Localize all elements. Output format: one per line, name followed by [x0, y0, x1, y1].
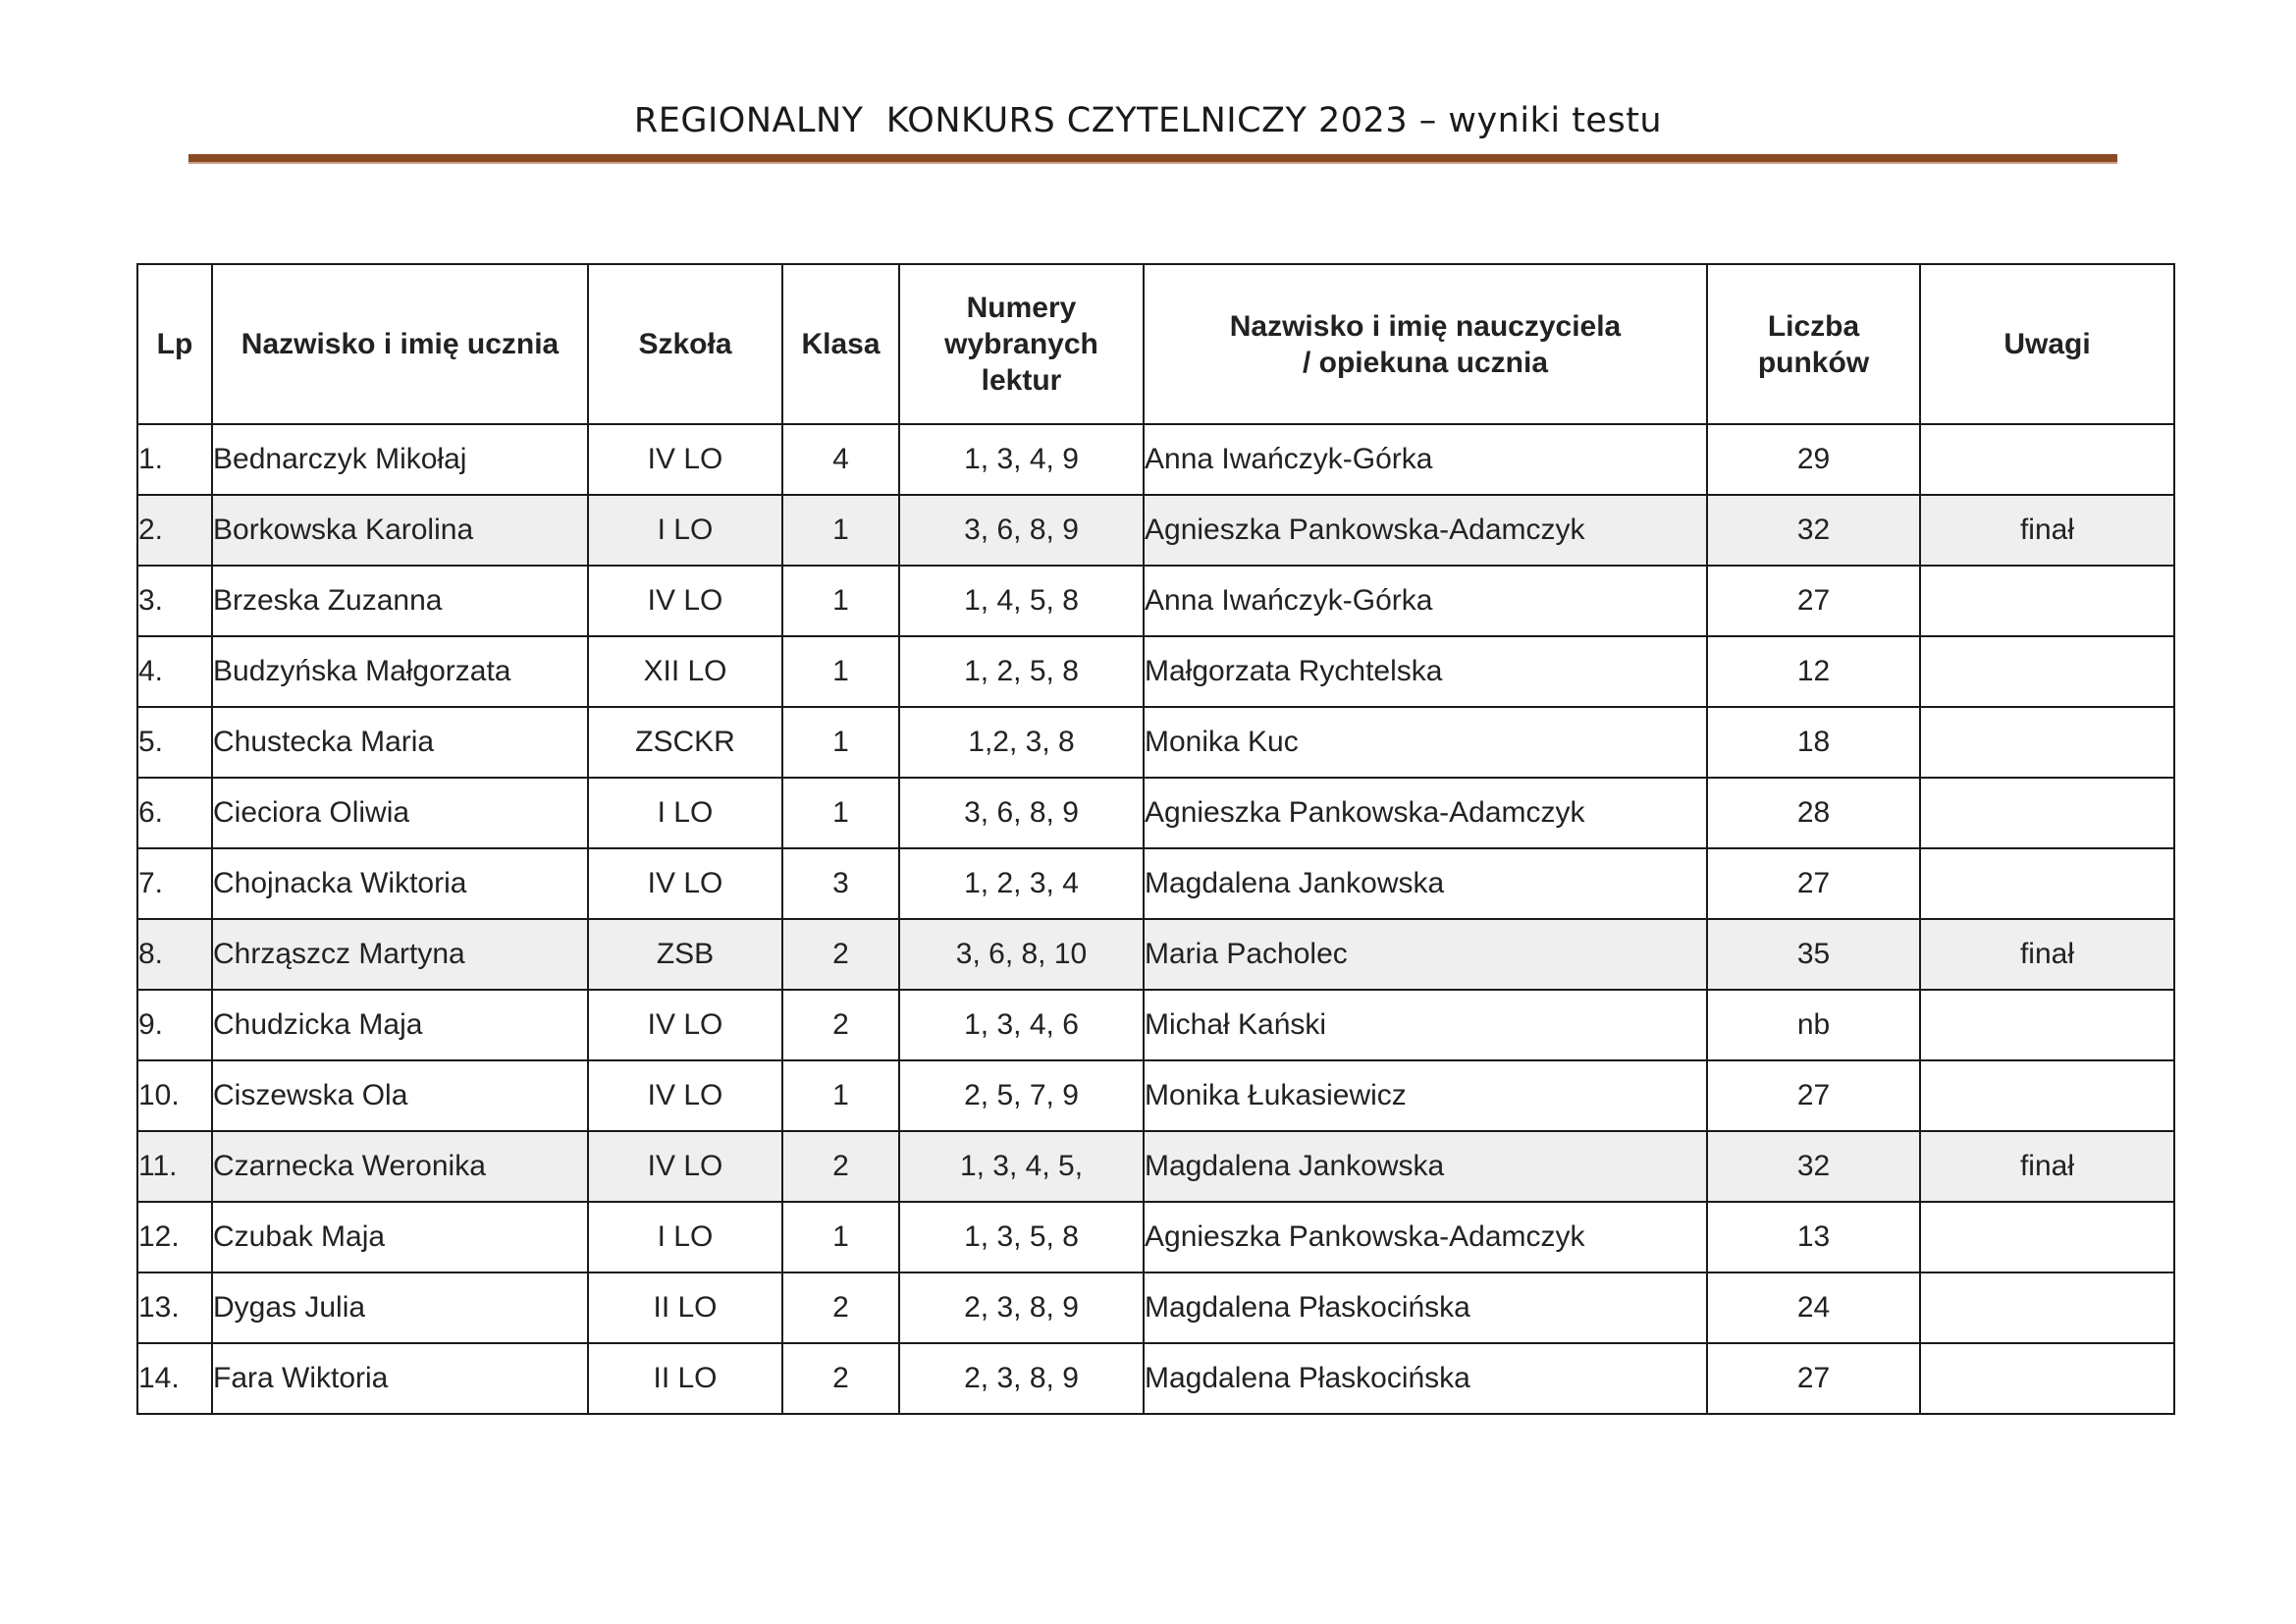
cell-books: 2, 3, 8, 9: [899, 1272, 1144, 1343]
cell-teacher: Magdalena Płaskocińska: [1144, 1343, 1707, 1414]
table-row: [137, 424, 2174, 495]
cell-class: 2: [782, 990, 899, 1060]
cell-lp: 5.: [137, 707, 212, 778]
cell-lp: 11.: [137, 1131, 212, 1202]
cell-student: Bednarczyk Mikołaj: [212, 424, 588, 495]
cell-notes: [1920, 778, 2174, 848]
cell-notes: [1920, 1060, 2174, 1131]
cell-school: IV LO: [588, 1060, 782, 1131]
cell-class: 3: [782, 848, 899, 919]
cell-books: 2, 5, 7, 9: [899, 1060, 1144, 1131]
cell-teacher: Michał Kański: [1144, 990, 1707, 1060]
cell-books: 1, 2, 5, 8: [899, 636, 1144, 707]
cell-books: 1, 3, 4, 9: [899, 424, 1144, 495]
cell-class: 1: [782, 1202, 899, 1272]
cell-class: 2: [782, 1131, 899, 1202]
header-student: Nazwisko i imię ucznia: [212, 264, 588, 424]
cell-school: ZSB: [588, 919, 782, 990]
cell-school: XII LO: [588, 636, 782, 707]
cell-student: Chrząszcz Martyna: [212, 919, 588, 990]
table-row: [137, 707, 2174, 778]
cell-school: IV LO: [588, 1131, 782, 1202]
cell-books: 1,2, 3, 8: [899, 707, 1144, 778]
cell-teacher: Monika Kuc: [1144, 707, 1707, 778]
cell-school: II LO: [588, 1272, 782, 1343]
cell-points: 32: [1707, 1131, 1920, 1202]
cell-books: 3, 6, 8, 9: [899, 778, 1144, 848]
cell-teacher: Monika Łukasiewicz: [1144, 1060, 1707, 1131]
table-row: [137, 1343, 2174, 1414]
table-row: [137, 1202, 2174, 1272]
table-row: [137, 778, 2174, 848]
header-lp: Lp: [137, 264, 212, 424]
cell-points: 27: [1707, 1343, 1920, 1414]
header-points-line1: Liczba: [1767, 309, 1860, 343]
cell-school: I LO: [588, 495, 782, 566]
cell-class: 1: [782, 636, 899, 707]
header-books-line3: lektur: [981, 364, 1062, 397]
cell-books: 3, 6, 8, 9: [899, 495, 1144, 566]
cell-books: 3, 6, 8, 10: [899, 919, 1144, 990]
cell-lp: 4.: [137, 636, 212, 707]
cell-lp: 14.: [137, 1343, 212, 1414]
cell-books: 1, 4, 5, 8: [899, 566, 1144, 636]
cell-school: I LO: [588, 778, 782, 848]
cell-lp: 8.: [137, 919, 212, 990]
cell-notes: [1920, 990, 2174, 1060]
cell-class: 2: [782, 919, 899, 990]
cell-notes: [1920, 1272, 2174, 1343]
cell-teacher: Anna Iwańczyk-Górka: [1144, 566, 1707, 636]
cell-points: 32: [1707, 495, 1920, 566]
cell-student: Brzeska Zuzanna: [212, 566, 588, 636]
cell-books: 1, 3, 4, 6: [899, 990, 1144, 1060]
cell-class: 2: [782, 1272, 899, 1343]
header-school: Szkoła: [588, 264, 782, 424]
cell-class: 2: [782, 1343, 899, 1414]
cell-notes: finał: [1920, 1131, 2174, 1202]
cell-student: Czubak Maja: [212, 1202, 588, 1272]
cell-books: 1, 2, 3, 4: [899, 848, 1144, 919]
cell-notes: [1920, 636, 2174, 707]
table-row: [137, 495, 2174, 566]
cell-class: 1: [782, 495, 899, 566]
table-header-row: [137, 264, 2174, 424]
cell-teacher: Maria Pacholec: [1144, 919, 1707, 990]
table-row: [137, 566, 2174, 636]
cell-lp: 10.: [137, 1060, 212, 1131]
cell-school: I LO: [588, 1202, 782, 1272]
cell-class: 1: [782, 707, 899, 778]
cell-lp: 2.: [137, 495, 212, 566]
cell-school: IV LO: [588, 424, 782, 495]
cell-school: II LO: [588, 1343, 782, 1414]
header-books-line2: wybranych: [944, 328, 1098, 360]
cell-points: 27: [1707, 566, 1920, 636]
cell-points: 29: [1707, 424, 1920, 495]
cell-student: Dygas Julia: [212, 1272, 588, 1343]
table-row: [137, 990, 2174, 1060]
cell-notes: [1920, 424, 2174, 495]
results-table: [136, 263, 2175, 1415]
cell-points: 18: [1707, 707, 1920, 778]
cell-notes: [1920, 566, 2174, 636]
cell-school: ZSCKR: [588, 707, 782, 778]
cell-lp: 13.: [137, 1272, 212, 1343]
cell-points: 12: [1707, 636, 1920, 707]
cell-student: Budzyńska Małgorzata: [212, 636, 588, 707]
cell-points: 28: [1707, 778, 1920, 848]
cell-lp: 6.: [137, 778, 212, 848]
cell-school: IV LO: [588, 848, 782, 919]
title-divider: [188, 154, 2117, 164]
header-class: Klasa: [782, 264, 899, 424]
page-title: REGIONALNY KONKURS CZYTELNICZY 2023 – wyniki testu: [633, 101, 1663, 140]
header-teacher-line1: Nazwisko i imię nauczyciela: [1229, 309, 1622, 343]
cell-teacher: Magdalena Płaskocińska: [1144, 1272, 1707, 1343]
cell-student: Borkowska Karolina: [212, 495, 588, 566]
cell-lp: 9.: [137, 990, 212, 1060]
cell-lp: 7.: [137, 848, 212, 919]
table-row: [137, 848, 2174, 919]
header-notes: Uwagi: [1920, 264, 2174, 424]
cell-points: 27: [1707, 848, 1920, 919]
cell-teacher: Małgorzata Rychtelska: [1144, 636, 1707, 707]
cell-class: 1: [782, 778, 899, 848]
table-row: [137, 636, 2174, 707]
cell-student: Chojnacka Wiktoria: [212, 848, 588, 919]
cell-notes: [1920, 848, 2174, 919]
cell-class: 1: [782, 1060, 899, 1131]
cell-notes: [1920, 1202, 2174, 1272]
header-points-line2: punków: [1757, 346, 1870, 379]
cell-notes: finał: [1920, 919, 2174, 990]
table-row: [137, 1060, 2174, 1131]
cell-student: Cieciora Oliwia: [212, 778, 588, 848]
cell-notes: finał: [1920, 495, 2174, 566]
cell-books: 1, 3, 5, 8: [899, 1202, 1144, 1272]
cell-school: IV LO: [588, 566, 782, 636]
header-teacher-line2: / opiekuna ucznia: [1302, 346, 1549, 379]
cell-lp: 1.: [137, 424, 212, 495]
header-teacher: [1144, 264, 1707, 424]
cell-notes: [1920, 707, 2174, 778]
cell-points: 27: [1707, 1060, 1920, 1131]
header-points: [1707, 264, 1920, 424]
header-books: [899, 264, 1144, 424]
cell-student: Ciszewska Ola: [212, 1060, 588, 1131]
cell-student: Fara Wiktoria: [212, 1343, 588, 1414]
cell-notes: [1920, 1343, 2174, 1414]
cell-student: Czarnecka Weronika: [212, 1131, 588, 1202]
cell-points: 35: [1707, 919, 1920, 990]
cell-lp: 12.: [137, 1202, 212, 1272]
cell-student: Chustecka Maria: [212, 707, 588, 778]
header-books-line1: Numery: [966, 292, 1077, 324]
cell-lp: 3.: [137, 566, 212, 636]
cell-books: 1, 3, 4, 5,: [899, 1131, 1144, 1202]
table-row: [137, 919, 2174, 990]
cell-teacher: Magdalena Jankowska: [1144, 848, 1707, 919]
table-row: [137, 1131, 2174, 1202]
cell-points: 24: [1707, 1272, 1920, 1343]
cell-teacher: Agnieszka Pankowska-Adamczyk: [1144, 495, 1707, 566]
cell-teacher: Agnieszka Pankowska-Adamczyk: [1144, 1202, 1707, 1272]
cell-class: 4: [782, 424, 899, 495]
cell-teacher: Magdalena Jankowska: [1144, 1131, 1707, 1202]
cell-teacher: Agnieszka Pankowska-Adamczyk: [1144, 778, 1707, 848]
cell-class: 1: [782, 566, 899, 636]
cell-teacher: Anna Iwańczyk-Górka: [1144, 424, 1707, 495]
cell-points: nb: [1707, 990, 1920, 1060]
cell-student: Chudzicka Maja: [212, 990, 588, 1060]
cell-school: IV LO: [588, 990, 782, 1060]
cell-points: 13: [1707, 1202, 1920, 1272]
cell-books: 2, 3, 8, 9: [899, 1343, 1144, 1414]
table-row: [137, 1272, 2174, 1343]
